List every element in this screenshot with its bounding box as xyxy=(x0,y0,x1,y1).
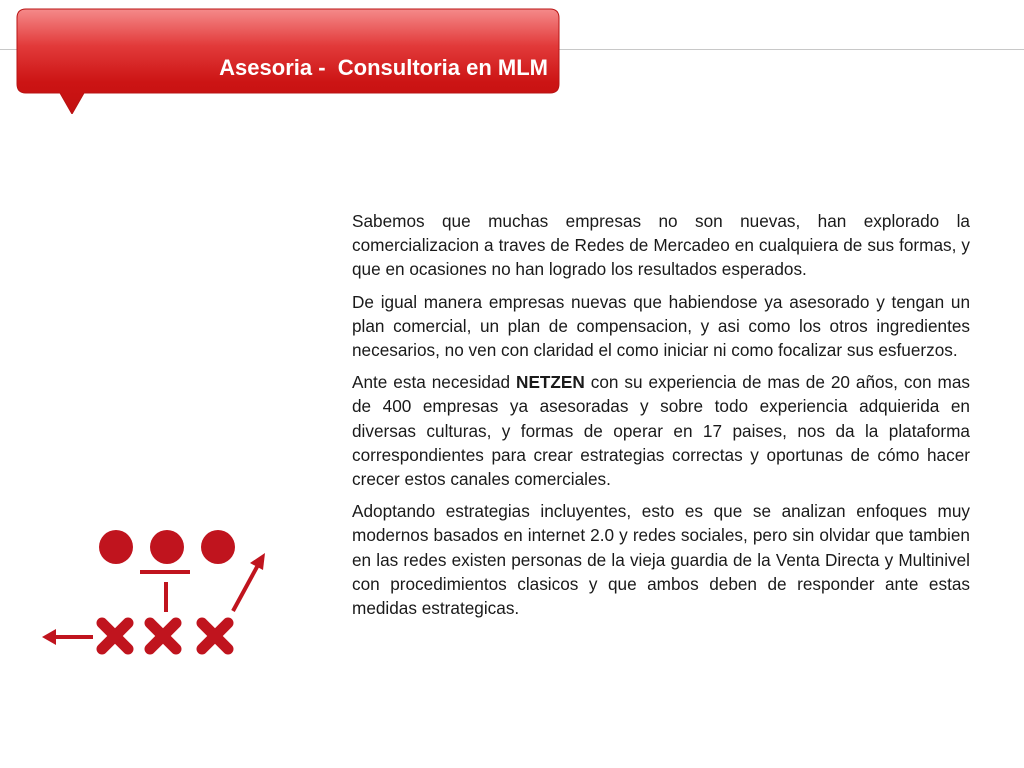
arrow-left-icon xyxy=(42,629,93,645)
body-text xyxy=(352,209,970,628)
paragraph-3-body: con su experiencia de mas de 20 años, con mas de 400 empresas ya asesoradas y sobre todo experiencia adquierida en diversas culturas, y formas de operar en 17 paises, nos da la plataforma correspondientes para crear estrategias correctas y oportunas de cómo hacer crecer estos canales comerciales. xyxy=(352,372,970,490)
x-mark-icon xyxy=(202,623,228,649)
circle-icon xyxy=(201,530,235,564)
title-callout xyxy=(16,8,560,114)
paragraph-2: De igual manera empresas nuevas que habiendose ya asesorado y tengan un plan comercial, un plan de compensacion, y asi como los otros ingredientes necesarios, no ven con claridad el como iniciar ni como focalizar sus esfuerzos. xyxy=(352,291,970,361)
x-mark-icon xyxy=(102,623,128,649)
paragraph-4: Adoptando estrategias incluyentes, esto es que se analizan enfoques muy modernos basados en internet 2.0 y redes sociales, pero sin olvidar que tambien en las redes existen personas de la vieja guardia de la Venta Directa y Multinivel con procedimientos clasicos y que ambos deben de responder ante estas medidas estrategicas. xyxy=(352,501,970,619)
slide-title: Asesoria - Consultoria en MLM xyxy=(219,55,548,80)
strategy-diagram xyxy=(40,520,280,670)
brand-name: NETZEN xyxy=(516,372,585,393)
paragraph-1: Sabemos que muchas empresas no son nuevas, han explorado la comercializacion a traves de Redes de Mercadeo en cualquiera de sus formas, y que en ocasiones no han logrado los resultados esperados. xyxy=(352,211,970,280)
x-mark-icon xyxy=(150,623,176,649)
strategy-diagram-graphic xyxy=(40,520,280,670)
circle-icon xyxy=(99,530,133,564)
paragraph-3-intro: Ante esta necesidad xyxy=(352,372,517,393)
circle-icon xyxy=(150,530,184,564)
paragraph-3 xyxy=(352,370,970,491)
arrow-up-right-icon xyxy=(233,553,265,611)
